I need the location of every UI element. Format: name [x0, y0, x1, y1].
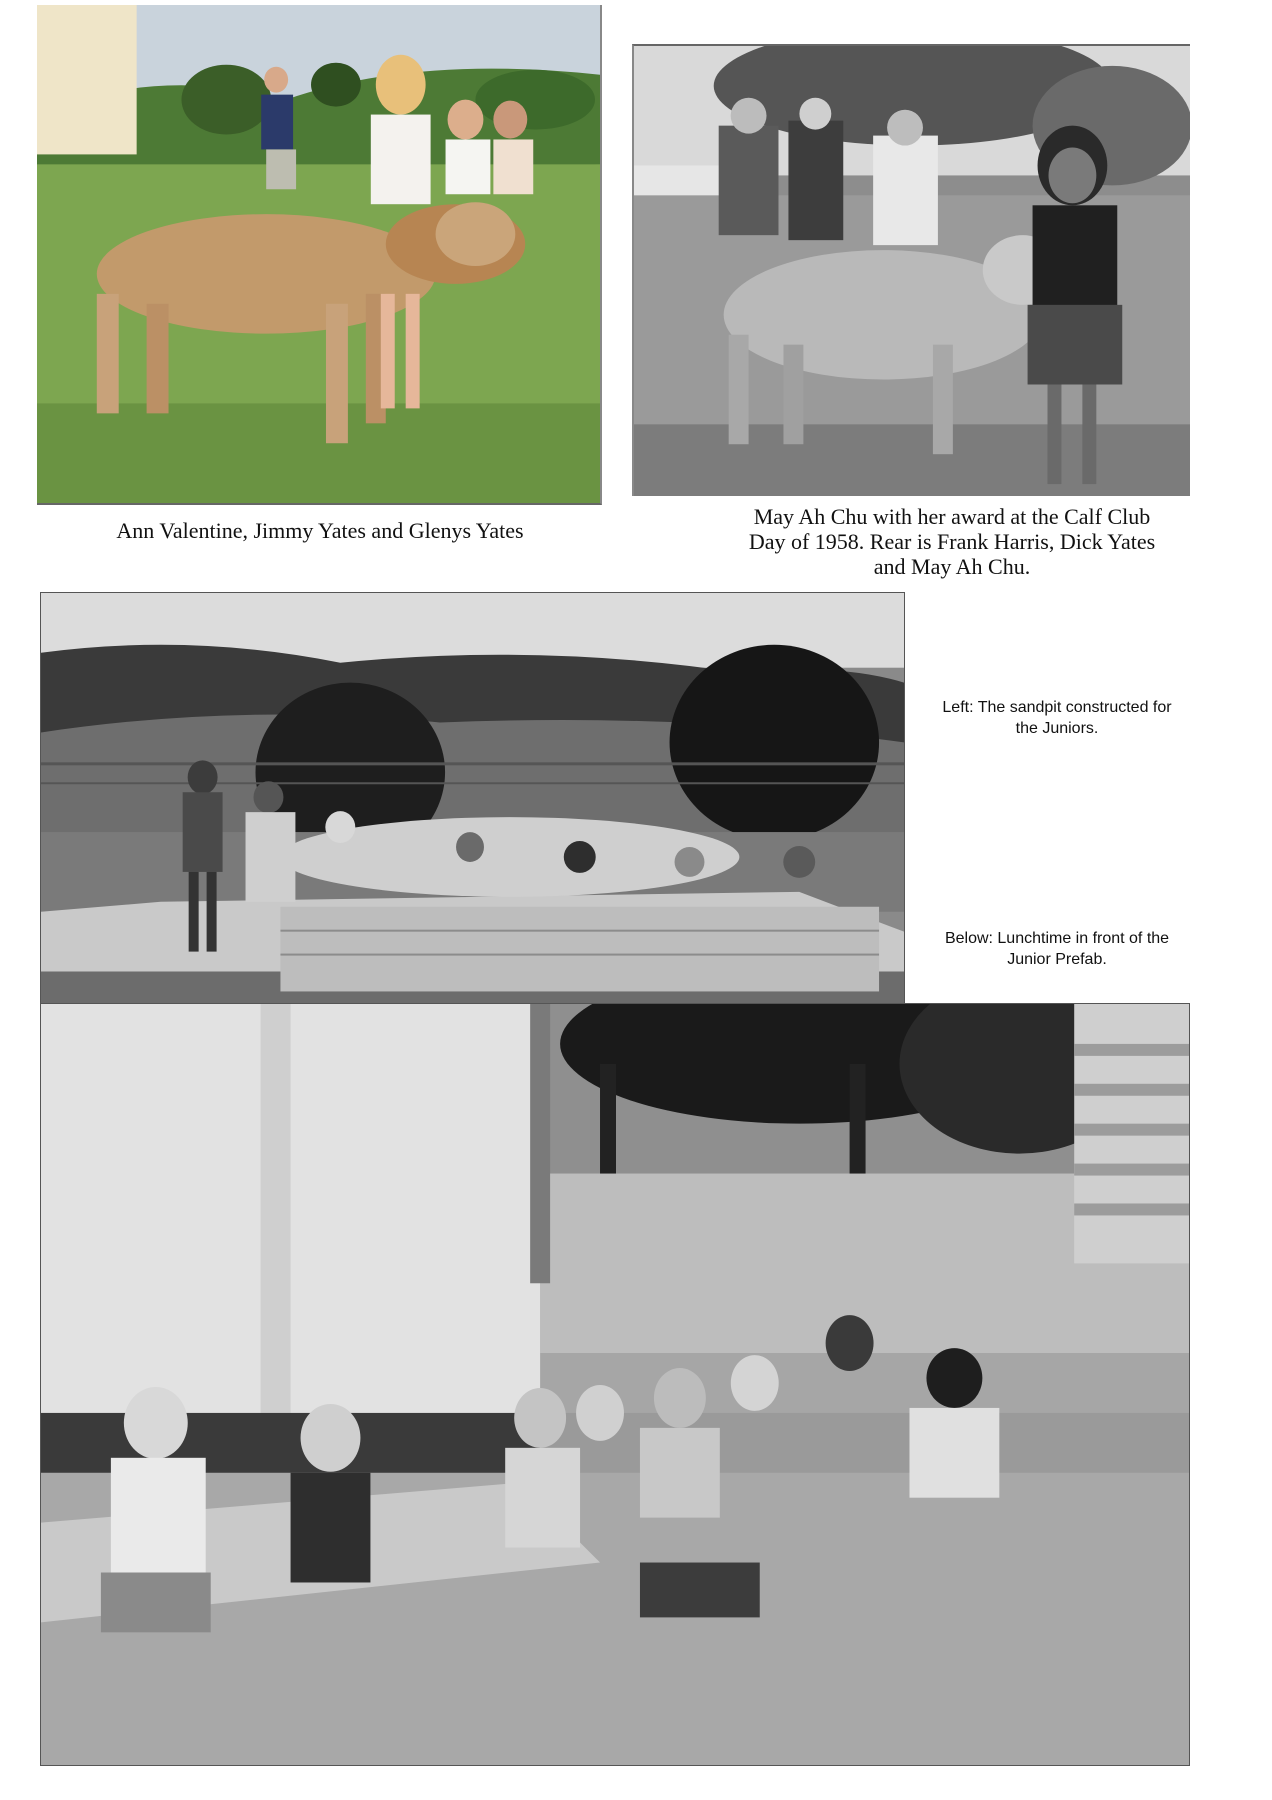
- caption-lunchtime: [912, 928, 1202, 970]
- caption-calf-club-line-2: Day of 1958. Rear is Frank Harris, Dick Yates: [748, 529, 1156, 554]
- caption-calves-children: Ann Valentine, Jimmy Yates and Glenys Yates: [116, 518, 524, 543]
- photo-calves-children-image: [37, 5, 600, 503]
- photo-lunchtime-image: [41, 1004, 1189, 1765]
- caption-lunchtime-line-1: Below: Lunchtime in front of the: [944, 930, 1170, 947]
- caption-sandpit-line-1: Left: The sandpit constructed for: [942, 699, 1172, 716]
- photo-calf-club-day-image: [634, 46, 1190, 496]
- photo-calves-children: [37, 5, 602, 505]
- caption-calf-club-line-3: and May Ah Chu.: [873, 554, 1031, 579]
- caption-lunchtime-line-2: Junior Prefab.: [1007, 951, 1107, 968]
- caption-sandpit-line-2: the Juniors.: [1015, 720, 1099, 737]
- caption-sandpit: [912, 697, 1202, 739]
- photo-lunchtime: [40, 1003, 1190, 1766]
- caption-calf-club-day: [722, 504, 1182, 579]
- photo-calf-club-day: [632, 44, 1190, 496]
- caption-calf-club-line-1: May Ah Chu with her award at the Calf Club: [753, 504, 1151, 529]
